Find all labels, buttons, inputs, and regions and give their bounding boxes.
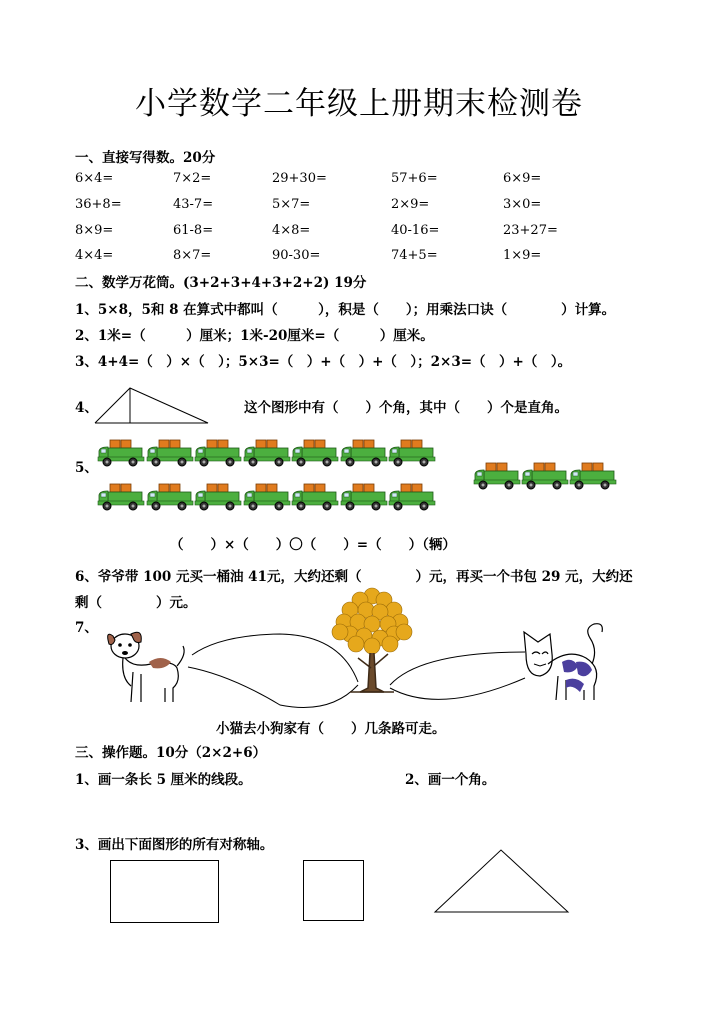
truck-icon — [389, 482, 437, 512]
question-2-2: 2、1米=（ ）厘米；1米-20厘米=（ ）厘米。 — [75, 328, 434, 344]
section3-heading: 三、操作题。10分（2×2+6） — [75, 745, 267, 761]
question-2-7: 小猫去小狗家有（ ）几条路可走。 — [216, 721, 446, 737]
question-2-5-expression: （ ）×（ ）〇（ ）=（ ）（辆） — [170, 537, 456, 553]
arithmetic-item: 40-16= — [391, 223, 440, 238]
truck-icon — [522, 461, 570, 491]
question-2-6-line1: 6、爷爷带 100 元买一桶油 41元，大约还剩（ ）元，再买一个书包 29 元，大约还 — [75, 569, 633, 585]
question-2-4: 这个图形中有（ ）个角，其中（ ）个是直角。 — [244, 400, 568, 416]
truck-icon — [341, 482, 389, 512]
page-title: 小学数学二年级上册期末检测卷 — [135, 86, 583, 122]
truck-icon — [98, 482, 146, 512]
truck-icon — [244, 482, 292, 512]
truck-icon — [292, 482, 340, 512]
arithmetic-item: 74+5= — [391, 248, 438, 263]
arithmetic-item: 1×9= — [503, 248, 542, 263]
truck-icon — [98, 438, 146, 468]
truck-icon — [147, 438, 195, 468]
section2-heading: 二、数学万花筒。(3+2+3+4+3+2+2) 19分 — [75, 275, 367, 291]
rectangle-shape — [110, 860, 220, 924]
question-2-4-number: 4、 — [75, 400, 98, 416]
arithmetic-item: 6×4= — [75, 171, 114, 186]
tree-picture — [330, 588, 414, 696]
arithmetic-item: 6×9= — [503, 171, 542, 186]
arithmetic-item: 36+8= — [75, 197, 122, 212]
truck-icon — [195, 438, 243, 468]
arithmetic-item: 57+6= — [391, 171, 438, 186]
truck-icon — [147, 482, 195, 512]
question-2-1: 1、5×8，5和 8 在算式中都叫（ ），积是（ ）；用乘法口诀（ ）计算。 — [75, 302, 616, 318]
arithmetic-item: 7×2= — [173, 171, 212, 186]
square-shape — [303, 860, 365, 922]
arithmetic-item: 43-7= — [173, 197, 214, 212]
truck-icon — [341, 438, 389, 468]
arithmetic-item: 23+27= — [503, 223, 558, 238]
triangle-figure — [95, 385, 215, 425]
section1-heading: 一、直接写得数。20分 — [75, 150, 216, 166]
truck-icon — [195, 482, 243, 512]
truck-icon — [570, 461, 618, 491]
arithmetic-item: 2×9= — [391, 197, 430, 212]
triangle-shape — [434, 849, 570, 915]
arithmetic-item: 3×0= — [503, 197, 542, 212]
arithmetic-item: 4×4= — [75, 248, 114, 263]
dog-picture — [103, 626, 188, 706]
arithmetic-item: 4×8= — [272, 223, 311, 238]
question-2-5-number: 5、 — [75, 460, 98, 476]
arithmetic-item: 8×7= — [173, 248, 212, 263]
question-3-1: 1、画一条长 5 厘米的线段。 — [75, 772, 252, 788]
arithmetic-item: 8×9= — [75, 223, 114, 238]
question-3-3: 3、画出下面图形的所有对称轴。 — [75, 837, 274, 853]
truck-icon — [474, 461, 522, 491]
arithmetic-item: 5×7= — [272, 197, 311, 212]
truck-icon — [389, 438, 437, 468]
question-2-3: 3、4+4=（ ）×（ ）；5×3=（ ）+（ ）+（ ）；2×3=（ ）+（ ）。 — [75, 354, 572, 370]
truck-icon — [244, 438, 292, 468]
question-2-6-line2: 剩（ ）元。 — [75, 595, 197, 611]
arithmetic-item: 90-30= — [272, 248, 321, 263]
arithmetic-item: 61-8= — [173, 223, 214, 238]
cat-picture — [518, 620, 610, 704]
truck-icon — [292, 438, 340, 468]
question-3-2: 2、画一个角。 — [405, 772, 496, 788]
question-2-7-number: 7、 — [75, 620, 98, 636]
arithmetic-item: 29+30= — [272, 171, 327, 186]
